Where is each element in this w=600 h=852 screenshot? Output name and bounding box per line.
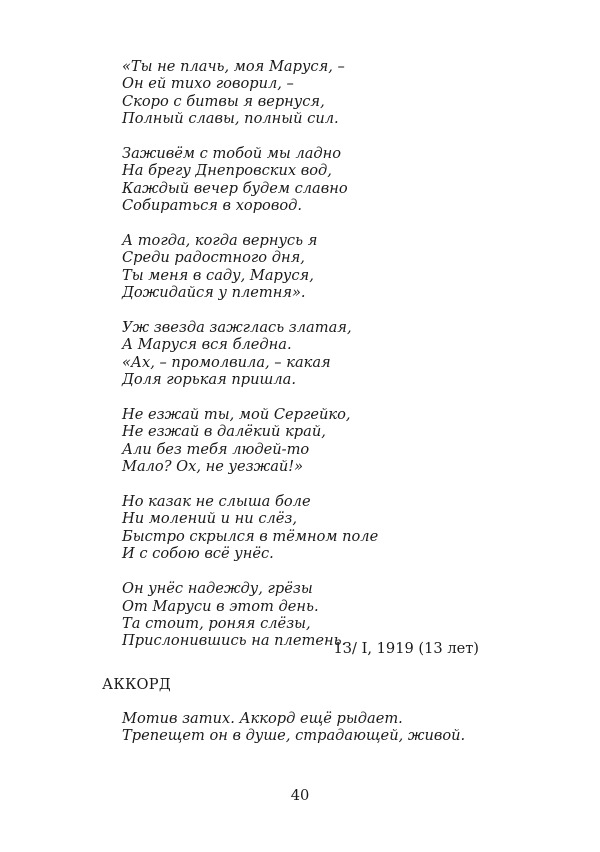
poem-line: Прислонившись на плетень. (122, 632, 347, 650)
poem-line: Ты меня в саду, Маруся, (122, 266, 314, 284)
poem-line: Доля горькая пришла. (122, 371, 297, 389)
poem-line: А Маруся вся бледна. (122, 336, 292, 354)
poem-line: Ни молений и ни слёз, (122, 510, 298, 528)
poem-line: Трепещет он в душе, страдающей, живой. (122, 727, 466, 745)
stanza-2 (122, 145, 502, 215)
stanza-3 (122, 232, 502, 302)
poem-line: Али без тебя людей-то (122, 440, 310, 458)
stanza-4 (122, 319, 502, 389)
poem-date: 13/ I, 1919 (13 лет) (333, 640, 479, 657)
poem-line: Не езжай ты, мой Сергейко, (122, 406, 351, 424)
poem-line: Не езжай в далёкий край, (122, 423, 326, 441)
poem-line: А тогда, когда вернусь я (122, 232, 318, 250)
poem-line: Быстро скрылся в тёмном поле (122, 527, 379, 545)
poem-line: От Маруси в этот день. (122, 597, 319, 615)
stanza-1 (122, 58, 502, 128)
poem-line: Он унёс надежду, грёзы (122, 580, 313, 598)
poem-line: Среди радостного дня, (122, 249, 305, 267)
section-title: АККОРД (102, 676, 172, 693)
page-number: 40 (290, 787, 310, 804)
section-poem (122, 710, 522, 745)
stanza-5 (122, 406, 502, 476)
poem-line: Та стоит, роняя слёзы, (122, 614, 311, 632)
poem-line: Дожидайся у плетня». (122, 284, 306, 302)
poem-line: «Ты не плачь, моя Маруся, – (122, 58, 345, 75)
poem-line: На брегу Днепровских вод, (122, 162, 332, 180)
stanza-6 (122, 493, 502, 563)
poem-body (122, 58, 502, 650)
poem-line: Уж звезда зажглась златая, (122, 319, 352, 337)
poem-line: Собираться в хоровод. (122, 197, 303, 215)
poem-line: Заживём с тобой мы ладно (122, 145, 342, 163)
poem-line: Полный славы, полный сил. (122, 110, 339, 128)
poem-line: И с собою всё унёс. (122, 545, 274, 563)
poem-line: Мотив затих. Аккорд ещё рыдает. (122, 710, 403, 727)
poem-line: «Ах, – промолвила, – какая (122, 353, 331, 371)
poem-line: Мало? Ох, не уезжай!» (122, 458, 304, 476)
poem-line: Но казак не слыша боле (122, 493, 311, 511)
poem-line: Он ей тихо говорил, – (122, 75, 294, 93)
poem-line: Каждый вечер будем славно (122, 179, 348, 197)
poem-line: Скоро с битвы я вернуся, (122, 92, 325, 110)
